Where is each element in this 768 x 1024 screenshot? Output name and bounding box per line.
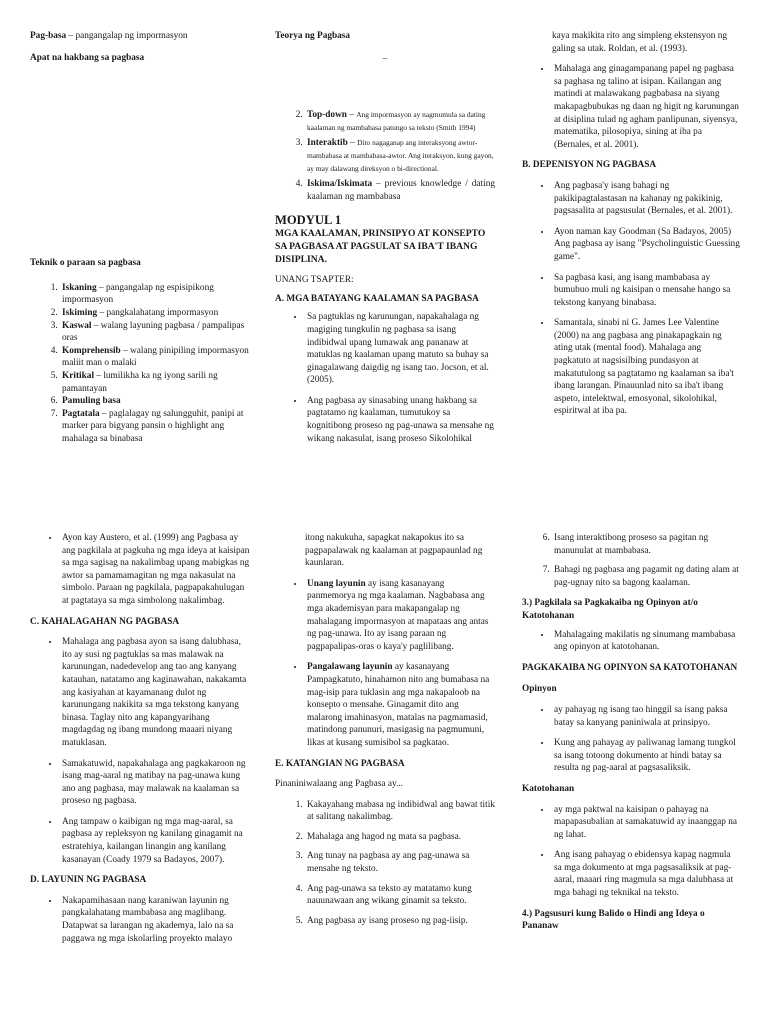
continued-text: itong nakukuha, sapagkat nakapokus ito sa pagpapalawak ng kaalaman at pagpapaunlad ng kaunlaran. [305, 533, 483, 569]
list-item [60, 370, 255, 395]
item-text: – pangangalap ng espisipikong impormasyon [62, 282, 214, 306]
unang-tsapter: UNANG TSAPTER: [275, 275, 354, 286]
dash-mark: – [382, 53, 388, 64]
col-bottom-left [30, 532, 250, 953]
teorya-list [275, 109, 495, 203]
teorya-heading: Teorya ng Pagbasa [275, 31, 351, 41]
c-heading: C. KAHALAGAHAN NG PAGBASA [30, 616, 180, 627]
b-bullets [522, 180, 740, 418]
list-item [60, 395, 255, 408]
item-sep: – [372, 179, 385, 190]
item-term: Pangalawang layunin [307, 662, 393, 673]
item-term: Top-down [307, 110, 347, 121]
teknik-list [30, 282, 255, 446]
layunin-bullets [275, 578, 495, 750]
list-item: • Ang tampaw o kaibigan ng mga mag-aaral, sa pagbasa ay repleksyon ng kanilang ginagamit na estratehiya, kailangan linangin ang kanilang kasanayan (Coady 1979 sa Badayos, 2007). [60, 816, 250, 866]
list-item [60, 307, 255, 320]
list-item: • Sa pagbasa kasi, ang isang mambabasa ay bumubuo muli ng kaisipan o mensahe hango sa tekstong kanyang binabasa. [552, 272, 740, 310]
item-text: – lumilikha ka ng iyong sarili ng pamantayan [62, 370, 218, 394]
item-text: ay isang kasanayang panmemorya ng mga kaalaman. Nagbabasa ang mga akademisyan para makapangalap ng mahalagang impormasyon at mapataas ang antas ng pag-unawa. Ito ay isang paraan ng pagpapalipas-oras o kaya'y paglilibang. [307, 578, 489, 652]
item-term: Unang layunin [307, 578, 366, 589]
b-heading: B. DEPENISYON NG PAGBASA [522, 160, 657, 171]
col-top-middle [275, 30, 495, 453]
list-item [305, 178, 495, 203]
pagkakaiba-heading: PAGKAKAIBA NG OPINYON SA KATOTOHANAN [522, 662, 738, 673]
list-item: 6. Isang interaktibong proseso sa pagitan ng manunulat at mambabasa. [552, 532, 740, 557]
list-item: 3. Ang tunay na pagbasa ay ang pag-unawa sa mensahe ng teksto. [305, 850, 495, 875]
intro-bullets [522, 63, 740, 151]
list-item: • Ang isang pahayag o ebidensya kapag nagmula sa mga dokumento at mga pagsasaliksik at pag-aaral, maaari ring magmula sa mga dalubhasa at mga bahagi ng teknikal na teksto. [552, 849, 740, 899]
list-item: 4. Ang pag-unawa sa teksto ay matatamo kung nauunawaan ang wikang ginamit sa teksto. [305, 883, 495, 908]
list-item: • Samantala, sinabi ni G. James Lee Valentine (2000) na ang pagbasa ang pinakapagkain ng ating utak (mental food). Mahalaga ang pagkatuto at nagsisilbing pundasyon at makatutulong sa pagtatamo ng kaalaman sa iba't ibang larangan. Pinauunlad nito sa iba't ibang aspeto, intelektwal, emosyonal, sikolohikal, espiritwal at iba pa. [552, 317, 740, 418]
list-item [60, 282, 255, 307]
pagbasa-definition [30, 30, 255, 43]
a-heading: A. MGA BATAYANG KAALAMAN SA PAGBASA [275, 293, 479, 304]
item-term: Pagtatala [62, 408, 100, 419]
pagkilala-bullets [522, 629, 740, 654]
list-item [60, 320, 255, 345]
e-list [275, 799, 495, 928]
item-text: – pangkalahatang impormasyon [97, 307, 219, 318]
e-heading: E. KATANGIAN NG PAGBASA [275, 758, 405, 769]
item-text: – walang pinipiling impormasyon maliit man o malaki [62, 345, 249, 369]
apat-heading: Apat na hakbang sa pagbasa [30, 52, 145, 63]
item-term: Interaktib [307, 138, 348, 149]
list-item [60, 408, 255, 446]
list-item: • Mahalaga ang pagbasa ayon sa isang dalubhasa, ito ay susi ng pagtuklas sa mas malawak na karunungan, nadedevelop ang tao ang kanyang katauhan, natatamo ang kaginawahan, nakakamta ang kasiyahan at kayamanang dulot ng karunungang nakikita sa mga tekstong kanyang binasa. Taglay nito ang kapangyarihang magdagdag ng ibang mundong maaari niyang matuklasan. [60, 636, 250, 749]
item-text: previous knowledge / dating kaalaman ng mambabasa [307, 179, 495, 202]
modyul-heading: MODYUL 1 [275, 213, 342, 228]
pagbasa-text: – pangangalap ng impormasyon [66, 31, 188, 41]
col-top-left [30, 30, 255, 446]
opinyon-bullets [522, 704, 740, 775]
list-item: • Ang pagbasa ay sinasabing unang hakbang sa pagtatamo ng kaalaman, tumutukoy sa kognitibong proseso ng pag-unawa sa mensahe ng wikang nakasulat, isang proseso Sikolohikal [305, 395, 495, 445]
teknik-heading: Teknik o paraan sa pagbasa [30, 258, 141, 269]
a-bullets [275, 311, 495, 445]
opinyon-heading: Opinyon [522, 684, 557, 695]
item-text: – paglalagay ng salungguhit, panipi at marker para bigyang pansin o highlight ang mahalaga sa binabasa [62, 408, 244, 444]
list-item: • Ayon kay Austero, et al. (1999) ang Pagbasa ay ang pagkilala at pagkuha ng mga ideya at kaisipan sa mga sagisag na nakalimbag upang mabigkas ng awtor sa pamamamagitan ng mga nakasulat na simbolo. Paraan ng pagkilala, pagpapakahulugan at pagtataya sa mga simbolong nakalimbag. [60, 532, 250, 608]
list-item: • ay mga paktwal na kaisipan o pahayag na mapapasubalian at samakatuwid ay inaanggap na ng lahat. [552, 804, 740, 842]
list-item: • Mahalaga ang ginagampanang papel ng pagbasa sa paghasa ng talino at isipan. Kailangan ang matindi at malawakang pagbabasa na siyang makapagbubukas ng daan ng higit ng karunungan at disiplina tulad ng agham panlipunan, siyensya, matematika, pilosopiya, sining at iba pa (Bernales, et al. 2001). [552, 63, 740, 151]
list-item: • Nakapamihasaan nang karaniwan layunin ng pangkalahatang mambabasa ang maglibang. Datapwat sa larangan ng akademya, lalo na sa paggawa ng mga iskolarling proyekto malayo [60, 895, 250, 945]
e-intro: Pinaniniwalaang ang Pagbasa ay... [275, 779, 403, 790]
list-item: • Ayon naman kay Goodman (Sa Badayos, 2005) Ang pagbasa ay isang "Psycholinguistic Guessing game". [552, 226, 740, 264]
katotohanan-bullets [522, 804, 740, 900]
modyul-title: MGA KAALAMAN, PRINSIPYO AT KONSEPTO SA PAGBASA AT PAGSULAT SA IBA'T IBANG DISIPLINA. [275, 228, 486, 265]
d-heading: D. LAYUNIN NG PAGBASA [30, 875, 147, 886]
item-term: Iskiming [62, 307, 98, 318]
list-item: • Ang pagbasa'y isang bahagi ng pakikipagtalastasan na kahanay ng pakikinig, pagsasalita at pagsusulat (Bernales, et al. 2001). [552, 180, 740, 218]
item-term: Kaswal [62, 320, 92, 331]
pagsusuri-heading: 4.) Pagsusuri kung Balido o Hindi ang Ideya o Pananaw [522, 908, 705, 932]
top-bullets [30, 532, 250, 608]
item-term: Iskima/Iskimata [307, 179, 373, 190]
list-item: 7. Bahagi ng pagbasa ang pagamit ng dating alam at pag-ugnay nito sa bagong kaalaman. [552, 564, 740, 589]
col-bottom-right [522, 532, 740, 933]
list-item: • Mahalagaing makilatis ng sinumang mambabasa ang opinyon at katotohanan. [552, 629, 740, 654]
item-term: Pamuling basa [62, 396, 121, 407]
pagkilala-heading: 3.) Pagkilala sa Pagkakaiba ng Opinyon at/o Katotohanan [522, 598, 698, 621]
list-item [60, 345, 255, 370]
item-sep: – [346, 110, 357, 121]
list-item: • ay pahayag ng isang tao hinggil sa isang paksa batay sa kanyang paniniwala at prinsipyo. [552, 704, 740, 729]
list-item: 5. Ang pagbasa ay isang proseso ng pag-iisip. [305, 915, 495, 928]
item-term: Komprehensib [62, 345, 121, 356]
katotohanan-heading: Katotohanan [522, 783, 575, 794]
list-item [305, 109, 495, 134]
list-item: 1. Kakayahang mabasa ng indibidwal ang bawat titik at salitang nakalimbag. [305, 799, 495, 824]
c-bullets [30, 636, 250, 866]
list-item [305, 578, 495, 654]
item-text: Dito nagaganap ang interaksyong awtor-mambabasa at mambabasa-awtor. Ang iteraksyon, kung gayon, ay may dalawang direksyon o bi-directional. [307, 138, 494, 173]
item-sep: – [347, 138, 358, 149]
list-item: 2. Mahalaga ang hagod ng mata sa pagbasa. [305, 831, 495, 844]
pagbasa-term: Pag-basa [30, 31, 67, 41]
list-item: • Samakatuwid, napakahalaga ang pagkakaroon ng isang mag-aaral ng matibay na pag-unawa kung ano ang pagbasa, may malawak na kaalaman sa proseso ng pagbasa. [60, 758, 250, 808]
katangian-list-cont [522, 532, 740, 589]
item-term: Kritikal [62, 370, 95, 381]
item-text: – walang layuning pagbasa / pampalipas oras [62, 320, 245, 344]
list-item [305, 137, 495, 175]
list-item: • Kung ang pahayag ay paliwanag lamang tungkol sa isang totoong dokumento at hindi batay sa resulta ng pag-aaral at pagsasaliksik. [552, 737, 740, 775]
d-bullets [30, 895, 250, 945]
item-term: Iskaning [62, 282, 97, 293]
col-bottom-middle [275, 532, 495, 927]
item-text: Ang impormasyon ay nagmumula sa dating kaalaman ng mambabasa patungo sa teksto (Smith 1994) [307, 110, 486, 132]
list-item [305, 661, 495, 749]
list-item: • Sa pagtuklas ng karunungan, napakahalaga ng magiging tungkulin ng pagbasa sa isang indibidwal upang lumawak ang pananaw at matuklas ng kaalaman upang matuto sa buhay sa ginagalawang daigdig ng isang tao. Jocson, et al. (2005). [305, 311, 495, 387]
continued-text: kaya makikita rito ang simpleng ekstensyon ng galing sa utak. Roldan, et al. (1993). [552, 31, 728, 54]
col-top-right [522, 30, 740, 426]
item-text: ay kasanayang Pampagkatuto, hinahamon nito ang bumabasa na mag-isip para tuklasin ang mga nakapaloob na konsepto o mensahe. Ginagamit dito ang malarong imahinasyon, matalas na pagmamasid, matindong panunuri, masigasig na pagmumuni, likas at kusang sumisibol sa pagkatao. [307, 662, 490, 748]
